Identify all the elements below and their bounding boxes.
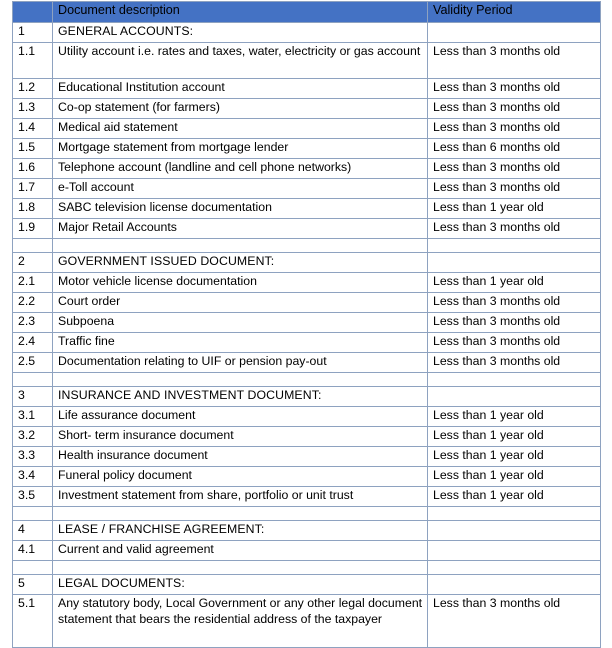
table-spacer-row <box>13 507 601 521</box>
cell-item-number: 1.7 <box>13 179 53 199</box>
cell-document-description: Funeral policy document <box>53 467 428 487</box>
cell-document-description: Educational Institution account <box>53 79 428 99</box>
table-row <box>13 333 601 353</box>
table-row <box>13 139 601 159</box>
table-row <box>13 79 601 99</box>
column-header-document-description: Document description <box>53 2 428 23</box>
table-row <box>13 179 601 199</box>
table-row <box>13 99 601 119</box>
cell-validity-period: Less than 3 months old <box>428 119 601 139</box>
cell-item-number: 2 <box>13 253 53 273</box>
table-row <box>13 43 601 79</box>
cell-validity-period <box>428 507 601 521</box>
cell-document-description <box>53 373 428 387</box>
cell-item-number: 1.5 <box>13 139 53 159</box>
cell-validity-period: Less than 3 months old <box>428 353 601 373</box>
cell-section-title: INSURANCE AND INVESTMENT DOCUMENT: <box>53 387 428 407</box>
cell-validity-period <box>428 541 601 561</box>
cell-validity-period: Less than 1 year old <box>428 467 601 487</box>
cell-validity-period: Less than 1 year old <box>428 199 601 219</box>
column-header-validity-period: Validity Period <box>428 2 601 23</box>
cell-validity-period <box>428 387 601 407</box>
table-row <box>13 595 601 648</box>
cell-document-description: e-Toll account <box>53 179 428 199</box>
proof-of-address-validity-table <box>12 1 601 648</box>
cell-item-number: 1.2 <box>13 79 53 99</box>
cell-item-number: 2.2 <box>13 293 53 313</box>
cell-validity-period <box>428 561 601 575</box>
cell-section-title: GOVERNMENT ISSUED DOCUMENT: <box>53 253 428 273</box>
table-section-row <box>13 521 601 541</box>
cell-document-description <box>53 507 428 521</box>
cell-item-number: 3.1 <box>13 407 53 427</box>
cell-validity-period: Less than 1 year old <box>428 273 601 293</box>
cell-item-number: 2.5 <box>13 353 53 373</box>
cell-item-number: 1.3 <box>13 99 53 119</box>
cell-validity-period: Less than 1 year old <box>428 447 601 467</box>
table-section-row <box>13 253 601 273</box>
cell-document-description <box>53 561 428 575</box>
cell-validity-period <box>428 253 601 273</box>
cell-document-description <box>53 239 428 253</box>
cell-validity-period: Less than 6 months old <box>428 139 601 159</box>
table-row <box>13 427 601 447</box>
cell-item-number: 2.4 <box>13 333 53 353</box>
cell-validity-period: Less than 3 months old <box>428 79 601 99</box>
table-section-row <box>13 575 601 595</box>
table-row <box>13 313 601 333</box>
cell-validity-period: Less than 1 year old <box>428 407 601 427</box>
cell-item-number: 4.1 <box>13 541 53 561</box>
cell-section-title: LEGAL DOCUMENTS: <box>53 575 428 595</box>
cell-validity-period: Less than 3 months old <box>428 179 601 199</box>
table-row <box>13 467 601 487</box>
cell-item-number: 1.1 <box>13 43 53 79</box>
cell-document-description: Documentation relating to UIF or pension pay-out <box>53 353 428 373</box>
table-spacer-row <box>13 373 601 387</box>
column-header-number <box>13 2 53 23</box>
cell-item-number: 1 <box>13 23 53 43</box>
cell-document-description: Current and valid agreement <box>53 541 428 561</box>
cell-item-number: 3.2 <box>13 427 53 447</box>
cell-document-description: Major Retail Accounts <box>53 219 428 239</box>
cell-item-number: 2.3 <box>13 313 53 333</box>
cell-item-number <box>13 239 53 253</box>
cell-validity-period: Less than 3 months old <box>428 99 601 119</box>
cell-document-description: Any statutory body, Local Government or any other legal document statement that bears the residential address of the taxpayer <box>53 595 428 648</box>
table-row <box>13 293 601 313</box>
cell-item-number: 5.1 <box>13 595 53 648</box>
table-row <box>13 159 601 179</box>
cell-item-number <box>13 507 53 521</box>
cell-validity-period: Less than 3 months old <box>428 159 601 179</box>
cell-item-number: 3.3 <box>13 447 53 467</box>
cell-document-description: Mortgage statement from mortgage lender <box>53 139 428 159</box>
table-row <box>13 219 601 239</box>
cell-validity-period: Less than 1 year old <box>428 487 601 507</box>
cell-item-number: 1.8 <box>13 199 53 219</box>
cell-document-description: Motor vehicle license documentation <box>53 273 428 293</box>
cell-validity-period <box>428 239 601 253</box>
cell-document-description: Medical aid statement <box>53 119 428 139</box>
cell-document-description: Health insurance document <box>53 447 428 467</box>
table-row <box>13 447 601 467</box>
table-row <box>13 541 601 561</box>
header-row <box>13 2 601 23</box>
cell-section-title: GENERAL ACCOUNTS: <box>53 23 428 43</box>
cell-item-number <box>13 373 53 387</box>
cell-document-description: Telephone account (landline and cell phone networks) <box>53 159 428 179</box>
cell-item-number: 4 <box>13 521 53 541</box>
cell-validity-period <box>428 521 601 541</box>
cell-validity-period <box>428 23 601 43</box>
table-body <box>13 23 601 648</box>
cell-validity-period <box>428 373 601 387</box>
table-row <box>13 273 601 293</box>
cell-document-description: Life assurance document <box>53 407 428 427</box>
table-section-row <box>13 387 601 407</box>
cell-item-number: 3 <box>13 387 53 407</box>
cell-validity-period: Less than 1 year old <box>428 427 601 447</box>
cell-validity-period: Less than 3 months old <box>428 313 601 333</box>
table-row <box>13 487 601 507</box>
cell-document-description: Co-op statement (for farmers) <box>53 99 428 119</box>
cell-item-number: 1.9 <box>13 219 53 239</box>
table-row <box>13 119 601 139</box>
cell-validity-period: Less than 3 months old <box>428 293 601 313</box>
cell-section-title: LEASE / FRANCHISE AGREEMENT: <box>53 521 428 541</box>
table-section-row <box>13 23 601 43</box>
cell-document-description: Investment statement from share, portfolio or unit trust <box>53 487 428 507</box>
cell-item-number <box>13 561 53 575</box>
cell-validity-period: Less than 3 months old <box>428 43 601 79</box>
table-row <box>13 407 601 427</box>
cell-document-description: Utility account i.e. rates and taxes, water, electricity or gas account <box>53 43 428 79</box>
table-spacer-row <box>13 239 601 253</box>
cell-item-number: 2.1 <box>13 273 53 293</box>
table-spacer-row <box>13 561 601 575</box>
cell-validity-period <box>428 575 601 595</box>
cell-item-number: 5 <box>13 575 53 595</box>
cell-item-number: 1.6 <box>13 159 53 179</box>
cell-validity-period: Less than 3 months old <box>428 219 601 239</box>
cell-item-number: 1.4 <box>13 119 53 139</box>
cell-document-description: Subpoena <box>53 313 428 333</box>
cell-item-number: 3.5 <box>13 487 53 507</box>
cell-document-description: Traffic fine <box>53 333 428 353</box>
table-row <box>13 353 601 373</box>
cell-validity-period: Less than 3 months old <box>428 595 601 648</box>
table-header <box>13 2 601 23</box>
cell-item-number: 3.4 <box>13 467 53 487</box>
cell-document-description: SABC television license documentation <box>53 199 428 219</box>
table-row <box>13 199 601 219</box>
cell-document-description: Court order <box>53 293 428 313</box>
cell-validity-period: Less than 3 months old <box>428 333 601 353</box>
cell-document-description: Short- term insurance document <box>53 427 428 447</box>
